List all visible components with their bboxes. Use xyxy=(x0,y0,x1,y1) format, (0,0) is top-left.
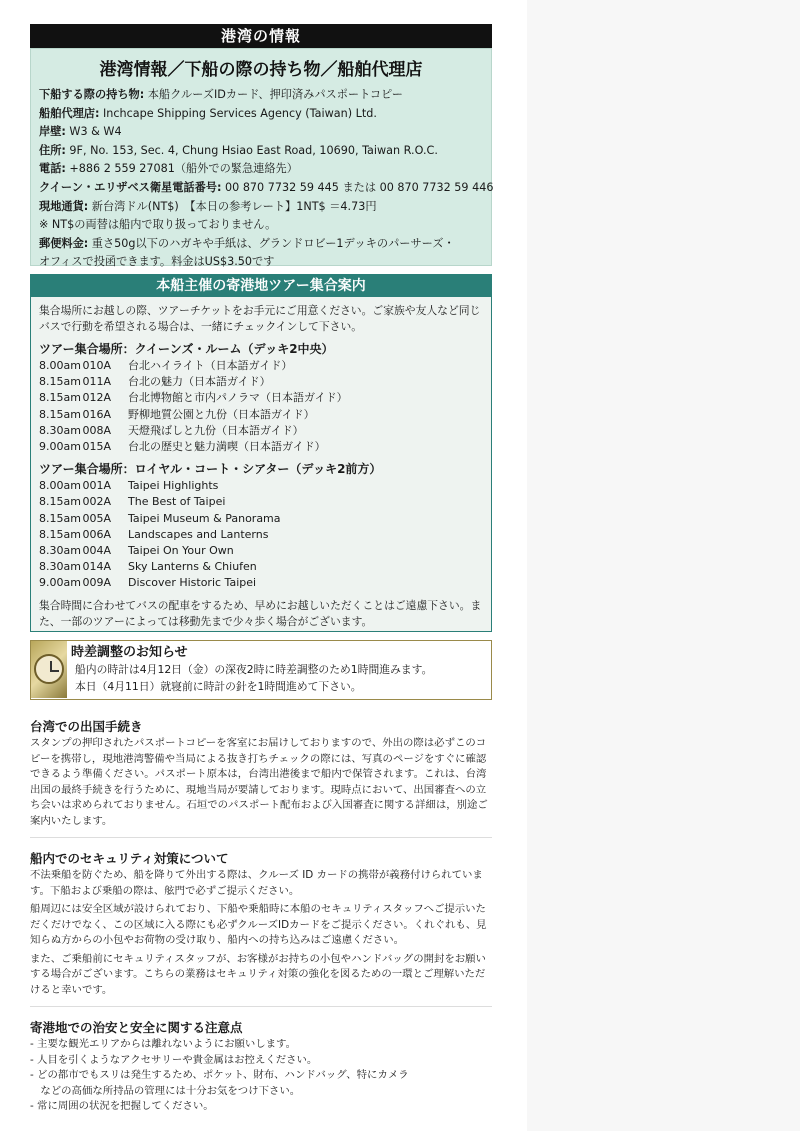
port-info-label: 電話: xyxy=(39,162,66,176)
section-title: 寄港地での治安と安全に関する注意点 xyxy=(30,1020,243,1035)
tour-item xyxy=(39,511,483,527)
tour-groups xyxy=(39,341,483,592)
port-info-value: +886 2 559 27081（船外での緊急連絡先） xyxy=(65,162,298,176)
tour-item-code: 016A xyxy=(82,407,112,421)
notice-section xyxy=(30,1019,492,1115)
tour-item-code: 005A xyxy=(82,511,112,525)
tour-item-name: Landscapes and Lanterns xyxy=(128,527,269,541)
port-info-row xyxy=(39,179,494,198)
tour-item xyxy=(39,478,483,494)
tour-item-name: 台北の魅力（日本語ガイド） xyxy=(128,375,271,389)
tour-item-time: 8.15am xyxy=(39,391,81,405)
port-info-label: 郵便料金: xyxy=(39,236,89,250)
tour-item xyxy=(39,390,483,406)
tour-item-code: 015A xyxy=(82,440,112,454)
tour-item-time: 8.15am xyxy=(39,495,81,509)
tour-box xyxy=(30,274,492,632)
section-divider xyxy=(30,837,492,838)
section-bullet: - 主要な観光エリアからは離れないようにお願いします。 xyxy=(30,1038,296,1050)
tour-item-name: 台北ハイライト（日本語ガイド） xyxy=(128,359,293,372)
port-info-value: 本船クルーズIDカード、押印済みパスポートコピー xyxy=(144,88,403,101)
port-info-value: 00 870 7732 59 445 または 00 870 7732 59 446 xyxy=(221,180,494,194)
tour-item-time: 8.00am xyxy=(39,479,81,493)
section-bullet: - どの都市でもスリは発生するため、ポケット、財布、ハンドバッグ、特にカメラ xyxy=(30,1069,409,1081)
document-column xyxy=(30,24,492,1115)
tour-item-time: 8.15am xyxy=(39,375,81,389)
notice-section xyxy=(30,850,492,1007)
port-info-value: 新台湾ドル(NT$) 【本日の参考レート】1NT$ ＝4.73円 xyxy=(88,199,377,213)
port-info-value: W3 & W4 xyxy=(65,125,122,139)
section-bullet: - 人目を引くようなアクセサリーや貴金属はお控えください。 xyxy=(30,1053,318,1066)
section-bullet: などの高価な所持品の管理には十分お気をつけ下さい。 xyxy=(30,1084,301,1097)
tour-item-name: Taipei Museum & Panorama xyxy=(128,511,281,525)
tour-item-code: 010A xyxy=(82,359,112,372)
section-paragraph: また、ご乗船前にセキュリティスタッフが、お客様がお持ちの小包やハンドバッグの開封をお願いする場合がございます。こちらの業務はセキュリティ対策の強化を図るための一環とご理解いただけると幸いです。 xyxy=(30,952,486,996)
clock-icon xyxy=(34,654,64,684)
port-info-row xyxy=(39,253,483,272)
port-info-value: 重さ50g以下のハガキや手紙は、グランドロビー1デッキのパーサーズ・ xyxy=(88,236,455,250)
tour-item-time: 8.30am xyxy=(39,423,81,437)
tour-item-time: 8.15am xyxy=(39,407,81,421)
tour-item-code: 014A xyxy=(82,560,112,574)
tour-body xyxy=(31,297,491,631)
section-paragraph: 船周辺には安全区域が設けられており、下船や乗船時に本船のセキュリティスタッフへご提示いただくだけでなく、この区域に入る際にも必ずクルーズIDカードをご提示ください。くれぐれも、見知らぬ方からの小包やお荷物の受け取り、船内への持ち込みはご遠慮ください。 xyxy=(30,903,487,946)
clock-image xyxy=(31,641,67,698)
time-notice-title: 時差調整のお知らせ xyxy=(71,645,188,660)
tour-item-name: The Best of Taipei xyxy=(128,495,226,509)
port-info-value: ※ NT$の両替は船内で取り扱っておりません。 xyxy=(39,218,277,232)
tour-item xyxy=(39,358,483,374)
tour-item-time: 9.00am xyxy=(39,440,81,454)
time-notice-line1: 船内の時計は4月12日（金）の深夜2時に時差調整のため1時間進みます。 xyxy=(75,663,433,676)
tour-item-code: 002A xyxy=(82,495,112,509)
port-info-label: 下船する際の持ち物: xyxy=(39,88,145,101)
section-bullet: - 常に周囲の状況を把握してください。 xyxy=(30,1100,214,1112)
tour-item-time: 8.15am xyxy=(39,527,81,541)
time-notice-box xyxy=(30,640,492,700)
port-info-header: 港湾の情報 xyxy=(30,24,492,48)
notice-section xyxy=(30,718,492,838)
port-info-title: 港湾情報／下船の際の持ち物／船舶代理店 xyxy=(99,60,423,80)
section-title: 船内でのセキュリティ対策について xyxy=(30,851,229,866)
tour-item-code: 004A xyxy=(82,544,112,558)
tour-item-time: 8.00am xyxy=(39,359,81,372)
page-margin-shade xyxy=(527,0,800,1131)
port-info-label: 船舶代理店: xyxy=(39,106,100,120)
tour-item-name: 野柳地質公園と九份（日本語ガイド） xyxy=(128,407,315,421)
tour-item-time: 8.15am xyxy=(39,511,81,525)
tour-item-code: 008A xyxy=(82,423,112,437)
tour-item-code: 001A xyxy=(82,479,112,493)
tour-item-code: 009A xyxy=(82,576,112,590)
tour-location: ツアー集合場所：クイーンズ・ルーム（デッキ2中央） xyxy=(39,342,334,356)
port-info-row xyxy=(39,216,483,235)
tour-item-time: 9.00am xyxy=(39,576,81,590)
tour-item xyxy=(39,527,483,543)
tour-location: ツアー集合場所：ロイヤル・コート・シアター（デッキ2前方） xyxy=(39,462,382,477)
port-info-row xyxy=(39,105,483,124)
tour-header: 本船主催の寄港地ツアー集合案内 xyxy=(31,275,491,297)
section-title: 台湾での出国手続き xyxy=(30,719,143,734)
tour-item xyxy=(39,559,483,575)
port-info-label: 現地通貨: xyxy=(39,199,89,213)
tour-item xyxy=(39,374,483,390)
notice-sections xyxy=(30,718,492,1115)
port-info-value: Inchcape Shipping Services Agency (Taiwan) Ltd. xyxy=(99,106,377,120)
tour-item-time: 8.30am xyxy=(39,560,81,574)
port-info-label: クイーン・エリザベス衛星電話番号: xyxy=(39,180,222,194)
tour-item-name: Sky Lanterns & Chiufen xyxy=(128,560,257,574)
section-paragraph: 不法乗船を防ぐため、船を降りて外出する際は、クルーズ ID カードの携帯が義務付けられています。下船および乗船の際は、舷門で必ずご提示ください。 xyxy=(30,869,483,897)
tour-item-code: 012A xyxy=(82,391,112,405)
tour-item-code: 011A xyxy=(82,375,112,389)
tour-item-name: Discover Historic Taipei xyxy=(128,576,257,590)
tour-item xyxy=(39,407,483,423)
tour-item-code: 006A xyxy=(82,527,112,541)
port-info-label: 住所: xyxy=(39,143,66,157)
port-info-row xyxy=(39,160,483,179)
tour-item xyxy=(39,439,483,455)
tour-footer: 集合時間に合わせてバスの配車をするため、早めにお越しいただくことはご遠慮下さい。また、一部のツアーによっては移動先まで少々歩く場合がございます。 xyxy=(39,598,482,628)
port-info-row xyxy=(39,86,483,105)
port-info-label: 岸壁: xyxy=(39,125,66,139)
port-info-row xyxy=(39,123,483,142)
port-info-rows xyxy=(39,86,494,272)
tour-item-time: 8.30am xyxy=(39,544,81,558)
section-paragraph: スタンプの押印されたパスポートコピーを客室にお届けしておりますので、外出の際は必ずこのコピーを携帯し，現地港湾警備や当局による抜き打ちチェックの際には、写真のページをすぐに確認できるよう準備ください。パスポート原本は，台湾出港後まで船内で保管されます。これは、台湾出国の最終手続きを行うために、現地当局が要請しております。現時点において、出国審査への立ち会いは求められておりません。石垣でのパスポート配布および入国審査に関する詳細は，別途ご案内いたします。 xyxy=(30,737,488,827)
time-notice-line2: 本日（4月11日）就寝前に時計の針を1時間進めて下さい。 xyxy=(75,679,362,693)
tour-item xyxy=(39,543,483,559)
tour-item-name: 天燈飛ばしと九份（日本語ガイド） xyxy=(128,423,304,437)
port-info-value: オフィスで投函できます。料金はUS$3.50です xyxy=(39,255,275,269)
tour-intro: 集合場所にお越しの際、ツアーチケットをお手元にご用意ください。ご家族や友人など同じバスで行動を希望される場合は、一緒にチェックインして下さい。 xyxy=(39,304,481,333)
tour-item-name: 台北博物館と市内パノラマ（日本語ガイド） xyxy=(128,391,348,405)
tour-item-name: 台北の歴史と魅力満喫（日本語ガイド） xyxy=(128,440,326,454)
port-info-row xyxy=(39,142,483,161)
tour-item-name: Taipei On Your Own xyxy=(128,544,234,558)
tour-item xyxy=(39,423,483,439)
tour-item-name: Taipei Highlights xyxy=(128,479,219,493)
tour-item xyxy=(39,494,483,510)
port-info-row xyxy=(39,235,483,254)
port-info-row xyxy=(39,198,483,217)
tour-item xyxy=(39,575,483,591)
port-info-value: 9F, No. 153, Sec. 4, Chung Hsiao East Road, 10690, Taiwan R.O.C. xyxy=(65,143,438,157)
port-info-box xyxy=(30,48,494,269)
section-divider xyxy=(30,1006,492,1007)
